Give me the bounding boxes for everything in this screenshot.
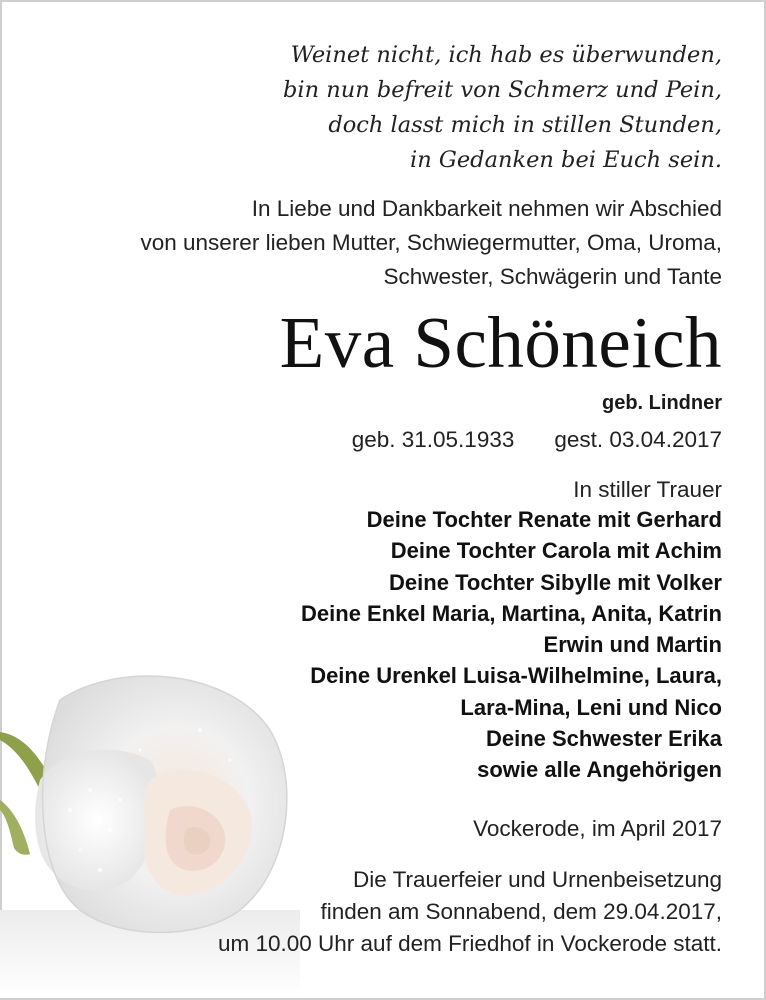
death-date: gest. 03.04.2017 — [554, 427, 722, 452]
life-dates — [352, 424, 722, 456]
poem-line: in Gedanken bei Euch sein. — [410, 147, 722, 173]
funeral-info — [218, 864, 722, 960]
maiden-name: geb. Lindner — [602, 392, 722, 414]
funeral-line: Die Trauerfeier und Urnenbeisetzung — [353, 867, 722, 892]
family-member: Deine Tochter Carola mit Achim — [390, 538, 722, 564]
family-list — [301, 504, 722, 786]
family-member: Deine Tochter Renate mit Gerhard — [366, 507, 722, 532]
intro-text — [141, 192, 723, 294]
intro-line: Schwester, Schwägerin und Tante — [383, 264, 722, 289]
family-member: Deine Urenkel Luisa-Wilhelmine, Laura, — [310, 663, 722, 689]
funeral-line: um 10.00 Uhr auf dem Friedhof in Vockerode statt. — [217, 931, 722, 956]
deceased-name: Eva Schöneich — [279, 302, 722, 383]
poem-line: Weinet nicht, ich hab es überwunden, — [290, 42, 722, 68]
family-member: Deine Enkel Maria, Martina, Anita, Katrin — [301, 600, 722, 626]
place-date: Vockerode, im April 2017 — [473, 816, 722, 841]
intro-line: von unserer lieben Mutter, Schwiegermutter, Oma, Uroma, — [140, 230, 722, 255]
poem-line: bin nun befreit von Schmerz und Pein, — [282, 77, 722, 103]
family-member: Erwin und Martin — [543, 632, 722, 658]
poem — [283, 38, 722, 178]
family-member: Lara-Mina, Leni und Nico — [460, 694, 722, 720]
family-member: sowie alle Angehörigen — [477, 757, 722, 783]
mourning-heading: In stiller Trauer — [573, 477, 722, 502]
intro-line: In Liebe und Dankbarkeit nehmen wir Abschied — [251, 196, 722, 221]
poem-line: doch lasst mich in stillen Stunden, — [328, 112, 722, 138]
birth-date: geb. 31.05.1933 — [351, 427, 515, 452]
family-member: Deine Tochter Sibylle mit Volker — [389, 569, 722, 595]
family-member: Deine Schwester Erika — [485, 726, 722, 752]
funeral-line: finden am Sonnabend, dem 29.04.2017, — [320, 899, 722, 924]
